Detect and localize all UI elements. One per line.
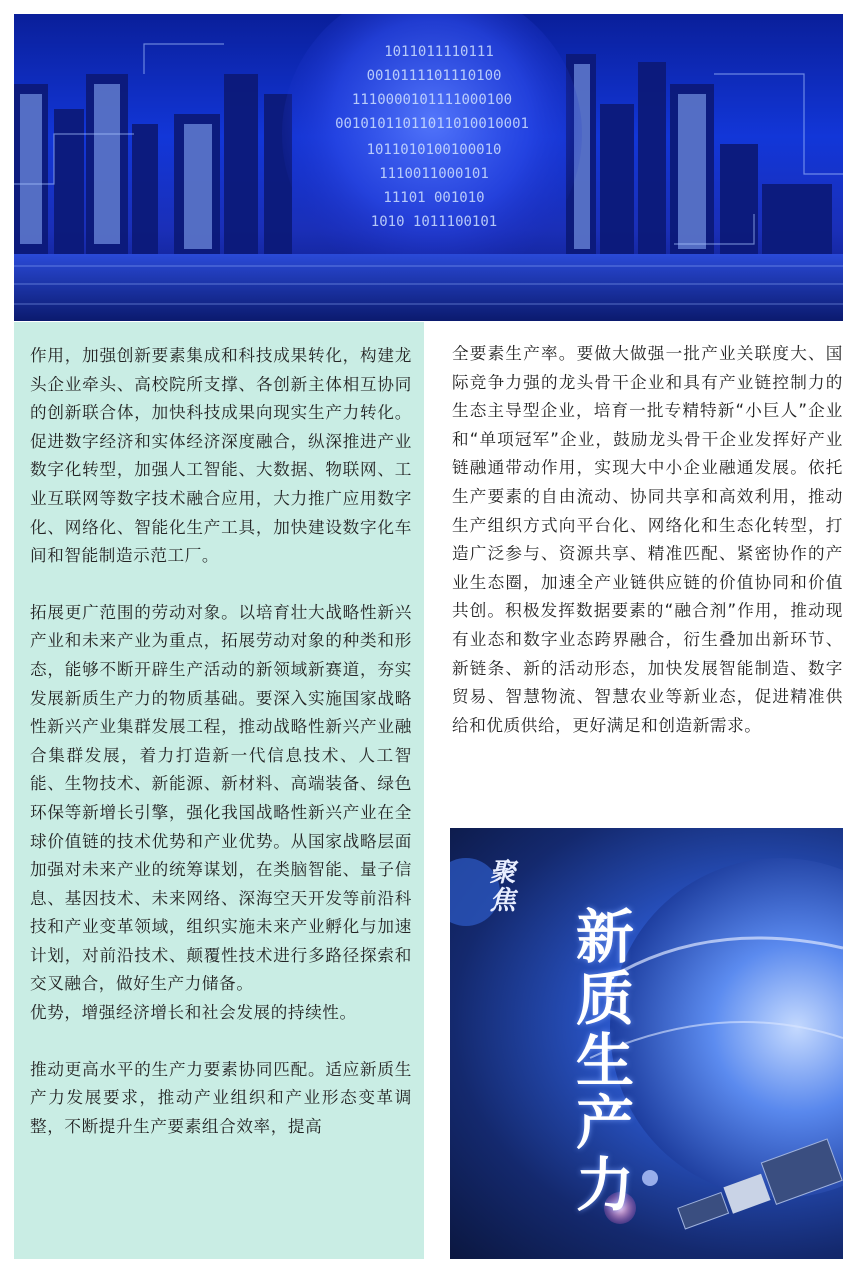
poster-subtitle: 聚焦 bbox=[485, 858, 515, 914]
poster-image bbox=[450, 828, 843, 1259]
left-text-panel bbox=[14, 322, 424, 1259]
paragraph: 推动更高水平的生产力要素协同匹配。适应新质生产力发展要求，推动产业组织和产业形态变革调整，不断提升生产要素组合效率，提高 bbox=[30, 1059, 412, 1136]
banner-image bbox=[14, 14, 843, 321]
left-text-body bbox=[30, 342, 412, 1141]
binary-row: 1011011110111 bbox=[384, 44, 494, 60]
poster-title: 新质生产力 bbox=[566, 906, 634, 1216]
binary-row: 1010 1011100101 bbox=[370, 214, 498, 230]
paragraph: 优势，增强经济增长和社会发展的持续性。 bbox=[30, 1003, 357, 1023]
binary-row: 1110011000101 bbox=[379, 166, 489, 182]
binary-row: 1011010100100010 bbox=[366, 142, 502, 158]
binary-row: 1110000101111000100 bbox=[351, 92, 513, 108]
paragraph: 作用，加强创新要素集成和科技成果转化，构建龙头企业牵头、高校院所支撑、各创新主体相互协同的创新联合体，加快科技成果向现实生产力转化。促进数字经济和实体经济深度融合，纵深推进产业数字化转型，加强人工智能、大数据、物联网、工业互联网等数字技术融合应用，大力推广应用数字化、网络化、智能化生产工具，加快建设数字化车间和智能制造示范工厂。 bbox=[30, 346, 412, 566]
city-skyline-illustration bbox=[14, 14, 843, 321]
binary-row: 00101011011011010010001 bbox=[335, 116, 529, 132]
paragraph: 拓展更广范围的劳动对象。以培育壮大战略性新兴产业和未来产业为重点，拓展劳动对象的种类和形态，能够不断开辟生产活动的新领域新赛道，夯实发展新质生产力的物质基础。要深入实施国家战略性新兴产业集群发展工程，推动战略性新兴产业融合集群发展，着力打造新一代信息技术、人工智能、生物技术、新能源、新材料、高端装备、绿色环保等新增长引擎，强化我国战略性新兴产业在全球价值链的技术优势和产业优势。从国家战略层面加强对未来产业的统筹谋划，在类脑智能、量子信息、基因技术、未来网络、深海空天开发等前沿科技和产业变革领域，组织实施未来产业孵化与加速计划，对前沿技术、颠覆性技术进行多路径探索和交叉融合，做好生产力储备。 bbox=[30, 602, 412, 994]
binary-row: 11101 001010 bbox=[383, 190, 485, 206]
paragraph: 全要素生产率。要做大做强一批产业关联度大、国际竞争力强的龙头骨干企业和具有产业链控制力的生态主导型企业，培育一批专精特新“小巨人”企业和“单项冠军”企业，鼓励龙头骨干企业发挥好产业链融通带动作用，实现大中小企业融通发展。依托生产要素的自由流动、协同共享和高效利用，推动生产组织方式向平台化、网络化和生态化转型，打造广泛参与、资源共享、精准匹配、紧密协作的产业生态圈，加速全产业链供应链的价值协同和价值共创。积极发挥数据要素的“融合剂”作用，推动现有业态和数字业态跨界融合，衍生叠加出新环节、新链条、新的活动形态，加快发展智能制造、数字贸易、智慧物流、智慧农业等新业态，促进精准供给和优质供给，更好满足和创造新需求。 bbox=[452, 344, 843, 735]
binary-row: 0010111101110100 bbox=[366, 68, 502, 84]
right-text-body bbox=[452, 340, 843, 740]
